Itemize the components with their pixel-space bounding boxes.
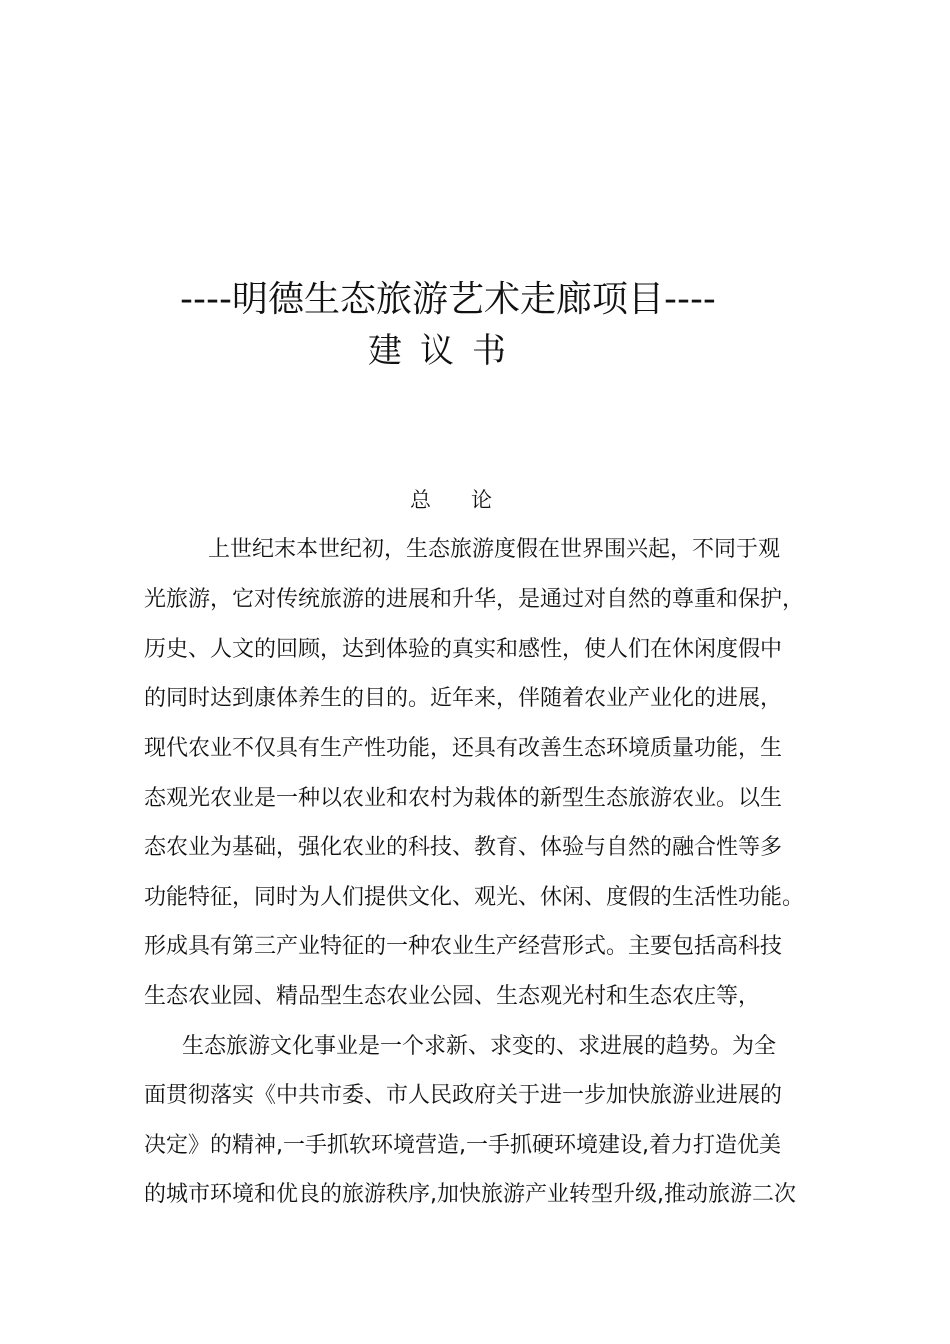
body-line: 历史、人文的回顾，达到体验的真实和感性，使人们在休闲度假中 bbox=[144, 637, 783, 662]
body-line: 上世纪末本世纪初，生态旅游度假在世界围兴起，不同于观 bbox=[208, 537, 781, 562]
body-line: 的同时达到康体养生的目的。近年来，伴随着农业产业化的进展， bbox=[144, 686, 783, 711]
document-title: ----明德生态旅游艺术走廊项目---- bbox=[180, 279, 716, 320]
section-heading: 总论 bbox=[410, 488, 532, 512]
body-line: 决定》的精神,一手抓软环境营造,一手抓硬环境建设,着力打造优美 bbox=[144, 1133, 781, 1158]
body-line: 现代农业不仅具有生产性功能，还具有改善生态环境质量功能，生 bbox=[144, 736, 783, 761]
document-subtitle: 建议书 bbox=[368, 331, 524, 371]
body-line: 生态农业园、精品型生态农业公园、生态观光村和生态农庄等， bbox=[144, 984, 761, 1009]
body-line: 光旅游，它对传统旅游的进展和升华，是通过对自然的尊重和保护， bbox=[144, 587, 805, 612]
body-line: 功能特征，同时为人们提供文化、观光、休闲、度假的生活性功能。 bbox=[144, 885, 805, 910]
body-line: 态农业为基础，强化农业的科技、教育、体验与自然的融合性等多 bbox=[144, 835, 783, 860]
body-line: 态观光农业是一种以农业和农村为栽体的新型生态旅游农业。以生 bbox=[144, 786, 783, 811]
body-line: 的城市环境和优良的旅游秩序,加快旅游产业转型升级,推动旅游二次 bbox=[144, 1182, 796, 1207]
body-line: 面贯彻落实《中共市委、市人民政府关于进一步加快旅游业进展的 bbox=[144, 1083, 783, 1108]
body-line: 生态旅游文化事业是一个求新、求变的、求进展的趋势。为全 bbox=[182, 1034, 777, 1059]
body-line: 形成具有第三产业特征的一种农业生产经营形式。主要包括高科技 bbox=[144, 934, 783, 959]
